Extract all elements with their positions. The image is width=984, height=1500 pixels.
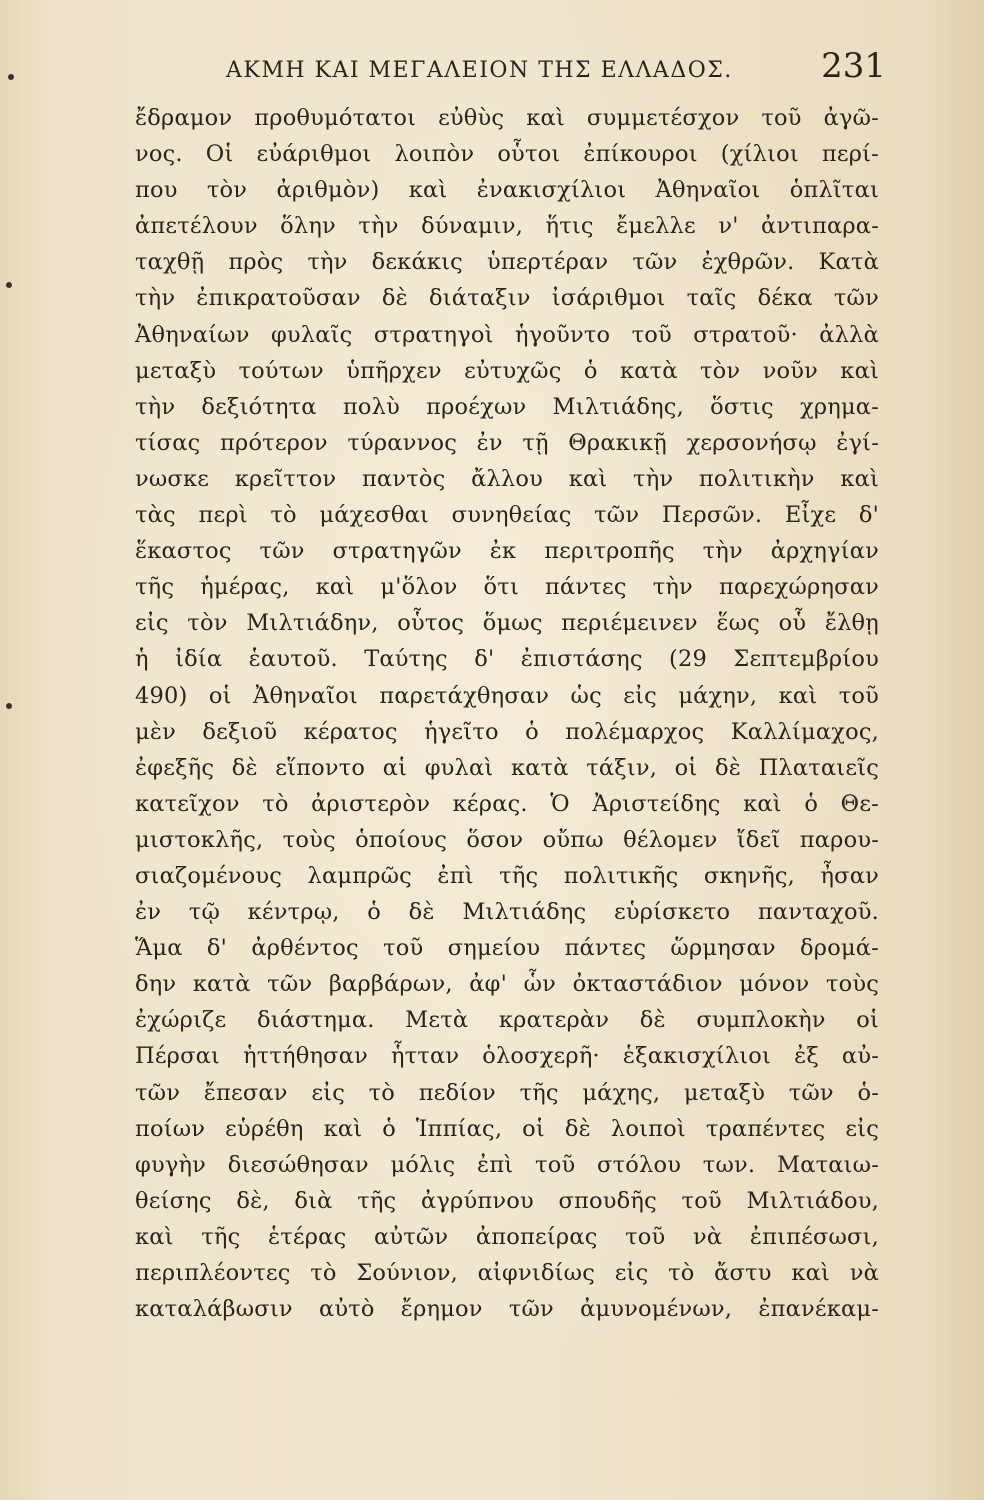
text-line: ἀπετέλουν ὅλην τὴν δύναμιν, ἥτις ἔμελλε ν' ἀντιπαρα- xyxy=(135,213,879,240)
text-line: δην κατὰ τῶν βαρβάρων, ἀφ' ὧν ὀκταστάδιον μόνον τοὺς xyxy=(135,971,879,998)
text-line: θείσης δὲ, διὰ τῆς ἀγρύπνου σπουδῆς τοῦ Μιλτιάδου, xyxy=(135,1187,879,1214)
text-line: ἐχώριζε διάστημα. Μετὰ κρατερὰν δὲ συμπλοκὴν οἱ xyxy=(135,1007,879,1034)
text-line: ἡ ἰδία ἑαυτοῦ. Ταύτης δ' ἐπιστάσης (29 Σεπτεμβρίου xyxy=(135,646,879,673)
page-header xyxy=(226,44,886,94)
text-line: εἰς τὸν Μιλτιάδην, οὗτος ὅμως περιέμεινεν ἕως οὗ ἔλθῃ xyxy=(135,610,879,637)
text-line: κατεῖχον τὸ ἀριστερὸν κέρας. Ὁ Ἀριστείδης καὶ ὁ Θε- xyxy=(135,790,879,817)
text-line: τῆς ἡμέρας, καὶ μ'ὅλον ὅτι πάντες τὴν παρεχώρησαν xyxy=(135,574,879,601)
text-line: ἕκαστος τῶν στρατηγῶν ἐκ περιτροπῆς τὴν ἀρχηγίαν xyxy=(135,538,879,565)
text-line: ἐν τῷ κέντρῳ, ὁ δὲ Μιλτιάδης εὑρίσκετο πανταχοῦ. xyxy=(135,899,879,926)
text-line: φυγὴν διεσώθησαν μόλις ἐπὶ τοῦ στόλου των. Ματαιω- xyxy=(135,1151,879,1178)
text-line: μεταξὺ τούτων ὑπῆρχεν εὐτυχῶς ὁ κατὰ τὸν νοῦν καὶ xyxy=(135,357,879,384)
text-line: 490) οἱ Ἀθηναῖοι παρετάχθησαν ὡς εἰς μάχην, καὶ τοῦ xyxy=(135,682,879,709)
text-line: τὰς περὶ τὸ μάχεσθαι συνηθείας τῶν Περσῶν. Εἶχε δ' xyxy=(135,502,879,529)
text-line: Ἅμα δ' ἀρθέντος τοῦ σημείου πάντες ὥρμησαν δρομά- xyxy=(135,935,879,962)
text-line: Πέρσαι ἡττήθησαν ἧτταν ὁλοσχερῆ· ἑξακισχίλιοι ἐξ αὐ- xyxy=(135,1043,879,1070)
text-line: τὴν δεξιότητα πολὺ προέχων Μιλτιάδης, ὅστις χρημα- xyxy=(135,393,879,420)
text-line: καὶ τῆς ἑτέρας αὐτῶν ἀποπείρας τοῦ νὰ ἐπιπέσωσι, xyxy=(135,1223,879,1250)
text-line: σιαζομένους λαμπρῶς ἐπὶ τῆς πολιτικῆς σκηνῆς, ἦσαν xyxy=(135,862,879,889)
text-line: μὲν δεξιοῦ κέρατος ἡγεῖτο ὁ πολέμαρχος Καλλίμαχος, xyxy=(135,718,879,745)
margin-speck xyxy=(8,74,14,80)
text-line: μιστοκλῆς, τοὺς ὁποίους ὅσον οὔπω θέλομεν ἴδεῖ παρου- xyxy=(135,826,879,853)
margin-speck xyxy=(6,703,12,709)
text-line: που τὸν ἀριθμὸν) καὶ ἐνακισχίλιοι Ἀθηναῖοι ὁπλῖται xyxy=(135,177,879,204)
text-line: νωσκε κρεῖττον παντὸς ἄλλου καὶ τὴν πολιτικὴν καὶ xyxy=(135,465,879,492)
text-line: ποίων εὑρέθη καὶ ὁ Ἱππίας, οἱ δὲ λοιποὶ τραπέντες εἰς xyxy=(135,1115,879,1142)
text-line: Ἀθηναίων φυλαῖς στρατηγοὶ ἡγοῦντο τοῦ στρατοῦ· ἀλλὰ xyxy=(135,321,879,348)
text-line: ἐφεξῆς δὲ εἵποντο αἱ φυλαὶ κατὰ τάξιν, οἱ δὲ Πλαταιεῖς xyxy=(135,754,879,781)
page-number: 231 xyxy=(821,46,886,86)
margin-speck xyxy=(6,282,12,288)
text-line: τῶν ἔπεσαν εἰς τὸ πεδίον τῆς μάχης, μεταξὺ τῶν ὁ- xyxy=(135,1079,879,1106)
text-line: τίσας πρότερον τύραννος ἐν τῇ Θρακικῇ χερσονήσῳ ἐγί- xyxy=(135,429,879,456)
text-line: ταχθῇ πρὸς τὴν δεκάκις ὑπερτέραν τῶν ἐχθρῶν. Κατὰ xyxy=(135,249,879,276)
text-line: ἔδραμον προθυμότατοι εὐθὺς καὶ συμμετέσχον τοῦ ἀγῶ- xyxy=(135,105,879,131)
text-line: τὴν ἐπικρατοῦσαν δὲ διάταξιν ἰσάριθμοι ταῖς δέκα τῶν xyxy=(135,285,879,312)
body-text xyxy=(135,100,879,1327)
running-title: ΑΚΜΗ ΚΑΙ ΜΕΓΑΛΕΙΟΝ ΤΗΣ ΕΛΛΑΔΟΣ. xyxy=(226,58,733,83)
text-line: νος. Οἱ εὐάριθμοι λοιπὸν οὗτοι ἐπίκουροι (χίλιοι περί- xyxy=(135,141,879,168)
text-line: περιπλέοντες τὸ Σούνιον, αἰφνιδίως εἰς τὸ ἄστυ καὶ νὰ xyxy=(135,1260,879,1286)
text-line: καταλάβωσιν αὐτὸ ἔρημον τῶν ἀμυνομένων, ἐπανέκαμ- xyxy=(135,1296,879,1323)
